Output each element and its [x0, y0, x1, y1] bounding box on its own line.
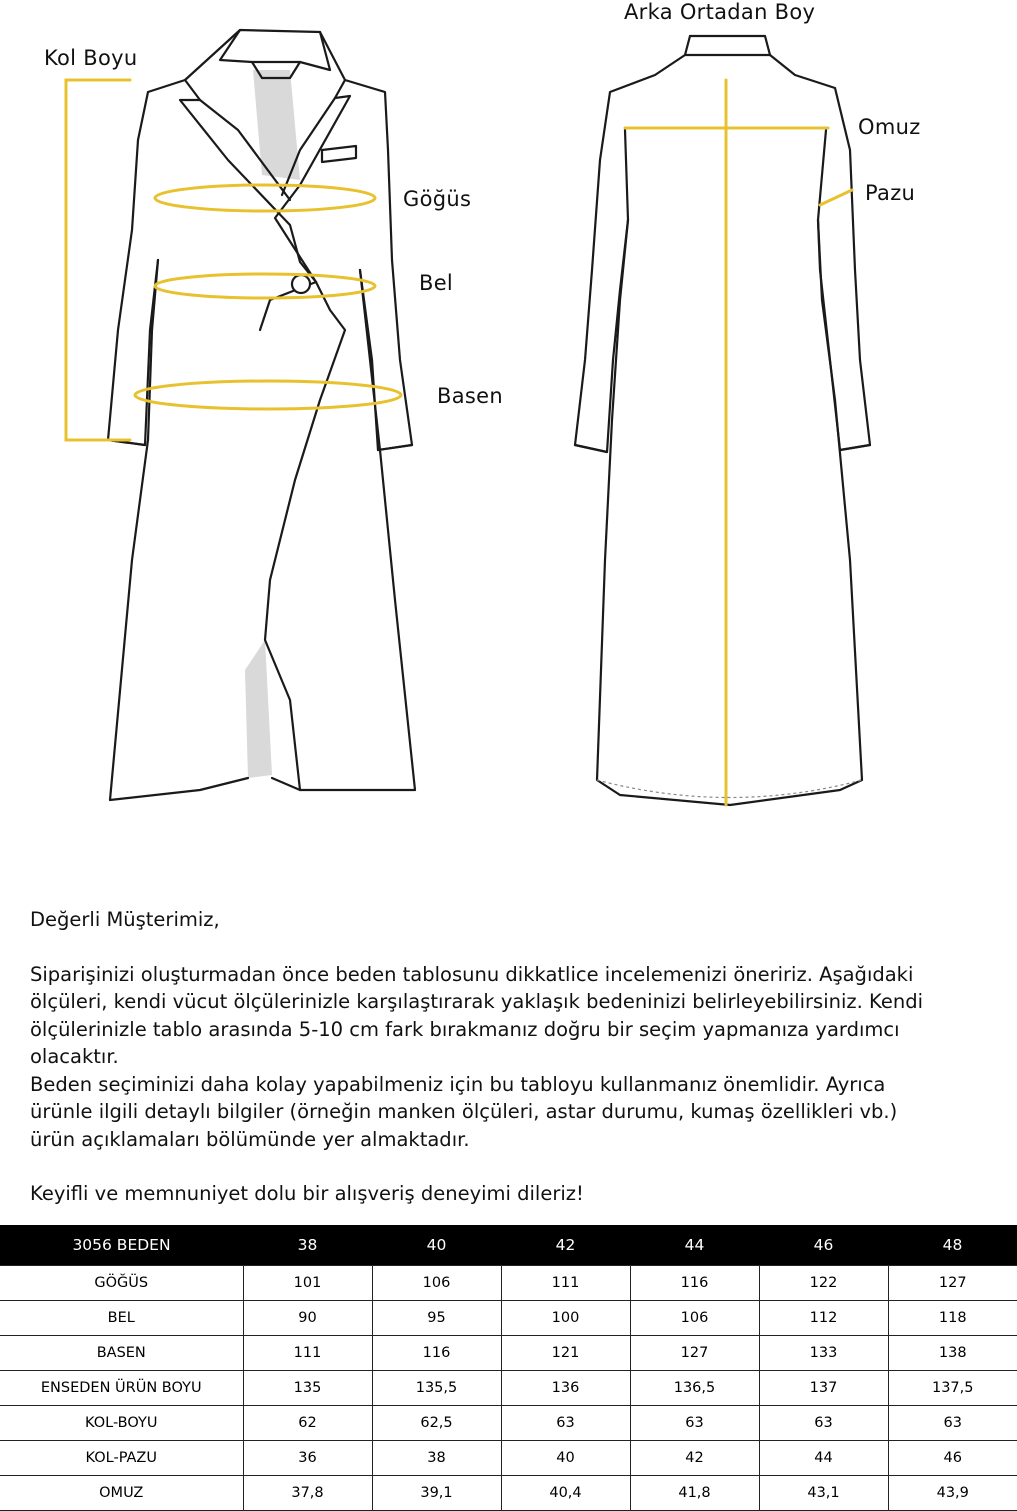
label-pazu: Pazu	[865, 181, 916, 205]
intro-line: ürün açıklamaları bölümünde yer almaktadır.	[30, 1127, 470, 1151]
table-cell: 62	[243, 1406, 372, 1441]
table-cell: 111	[243, 1336, 372, 1371]
table-cell: 42	[630, 1441, 759, 1476]
label-omuz: Omuz	[858, 115, 921, 139]
table-cell: 121	[501, 1336, 630, 1371]
greeting: Değerli Müşterimiz,	[30, 908, 220, 931]
label-kol-boyu: Kol Boyu	[44, 46, 138, 70]
table-cell: 90	[243, 1301, 372, 1336]
table-cell: 106	[630, 1301, 759, 1336]
intro-line: olacaktır.	[30, 1045, 119, 1068]
table-cell: 127	[888, 1266, 1017, 1301]
table-cell: 39,1	[372, 1476, 501, 1511]
table-row	[0, 1476, 1017, 1511]
header-cell: 46	[759, 1225, 888, 1266]
table-cell: 37,8	[243, 1476, 372, 1511]
label-gogus: Göğüs	[403, 187, 472, 211]
table-row	[0, 1441, 1017, 1476]
header-cell: 42	[501, 1225, 630, 1266]
size-table-header-row	[0, 1225, 1017, 1266]
table-cell: 106	[372, 1266, 501, 1301]
table-cell: 100	[501, 1301, 630, 1336]
label-basen: Basen	[437, 384, 503, 408]
table-cell: 41,8	[630, 1476, 759, 1511]
bicep-line	[820, 190, 852, 205]
table-row	[0, 1336, 1017, 1371]
table-row	[0, 1406, 1017, 1441]
table-cell: 136,5	[630, 1371, 759, 1406]
table-cell: 63	[630, 1406, 759, 1441]
row-label-cell: ENSEDEN ÜRÜN BOYU	[0, 1371, 243, 1406]
waist-ellipse	[155, 274, 375, 298]
header-cell: 3056 BEDEN	[0, 1225, 243, 1266]
table-cell: 40	[501, 1441, 630, 1476]
table-cell: 127	[630, 1336, 759, 1371]
label-arka-ortadan-boy: Arka Ortadan Boy	[624, 0, 816, 24]
table-cell: 133	[759, 1336, 888, 1371]
row-label-cell: BASEN	[0, 1336, 243, 1371]
intro-line: Beden seçiminizi daha kolay yapabilmeniz için bu tabloyu kullanmanız önemlidir. Ayrıca	[30, 1072, 886, 1096]
table-cell: 43,9	[888, 1476, 1017, 1511]
table-cell: 36	[243, 1441, 372, 1476]
intro-line: ölçülerinizle tablo arasında 5-10 cm fark bırakmanız doğru bir seçim yapmanıza yardımcı	[30, 1017, 900, 1041]
table-cell: 116	[372, 1336, 501, 1371]
table-cell: 63	[501, 1406, 630, 1441]
hip-ellipse	[135, 381, 401, 409]
table-cell: 122	[759, 1266, 888, 1301]
table-cell: 118	[888, 1301, 1017, 1336]
table-cell: 63	[759, 1406, 888, 1441]
table-row	[0, 1301, 1017, 1336]
closing: Keyifli ve memnuniyet dolu bir alışveriş deneyimi dileriz!	[30, 1182, 584, 1205]
intro-line: Siparişinizi oluşturmadan önce beden tablosunu dikkatlice incelemenizi öneririz. Aşağıdaki	[30, 962, 914, 986]
table-cell: 63	[888, 1406, 1017, 1441]
header-cell: 48	[888, 1225, 1017, 1266]
sleeve-length-bracket	[66, 80, 130, 440]
label-bel: Bel	[419, 271, 454, 295]
table-cell: 138	[888, 1336, 1017, 1371]
table-cell: 116	[630, 1266, 759, 1301]
table-cell: 62,5	[372, 1406, 501, 1441]
intro-text	[30, 906, 990, 1208]
table-cell: 137	[759, 1371, 888, 1406]
row-label-cell: GÖĞÜS	[0, 1266, 243, 1301]
table-row	[0, 1371, 1017, 1406]
table-cell: 136	[501, 1371, 630, 1406]
row-label-cell: BEL	[0, 1301, 243, 1336]
back-coat-drawing	[575, 36, 870, 805]
size-table	[0, 1225, 1017, 1511]
row-label-cell: KOL-BOYU	[0, 1406, 243, 1441]
header-cell: 38	[243, 1225, 372, 1266]
table-cell: 44	[759, 1441, 888, 1476]
table-cell: 46	[888, 1441, 1017, 1476]
table-cell: 135,5	[372, 1371, 501, 1406]
table-cell: 135	[243, 1371, 372, 1406]
table-cell: 43,1	[759, 1476, 888, 1511]
intro-line: ürünle ilgili detaylı bilgiler (örneğin manken ölçüleri, astar durumu, kumaş özellikleri vb.)	[30, 1100, 898, 1123]
header-cell: 44	[630, 1225, 759, 1266]
table-cell: 111	[501, 1266, 630, 1301]
row-label-cell: OMUZ	[0, 1476, 243, 1511]
table-cell: 101	[243, 1266, 372, 1301]
table-cell: 38	[372, 1441, 501, 1476]
front-coat-drawing	[108, 30, 415, 800]
table-cell: 95	[372, 1301, 501, 1336]
table-cell: 40,4	[501, 1476, 630, 1511]
header-cell: 40	[372, 1225, 501, 1266]
intro-line: ölçüleri, kendi vücut ölçülerinizle karşılaştırarak yaklaşık bedeninizi belirleyebilirsiniz. Kendi	[30, 990, 924, 1013]
table-cell: 137,5	[888, 1371, 1017, 1406]
table-row	[0, 1266, 1017, 1301]
table-cell: 112	[759, 1301, 888, 1336]
row-label-cell: KOL-PAZU	[0, 1441, 243, 1476]
